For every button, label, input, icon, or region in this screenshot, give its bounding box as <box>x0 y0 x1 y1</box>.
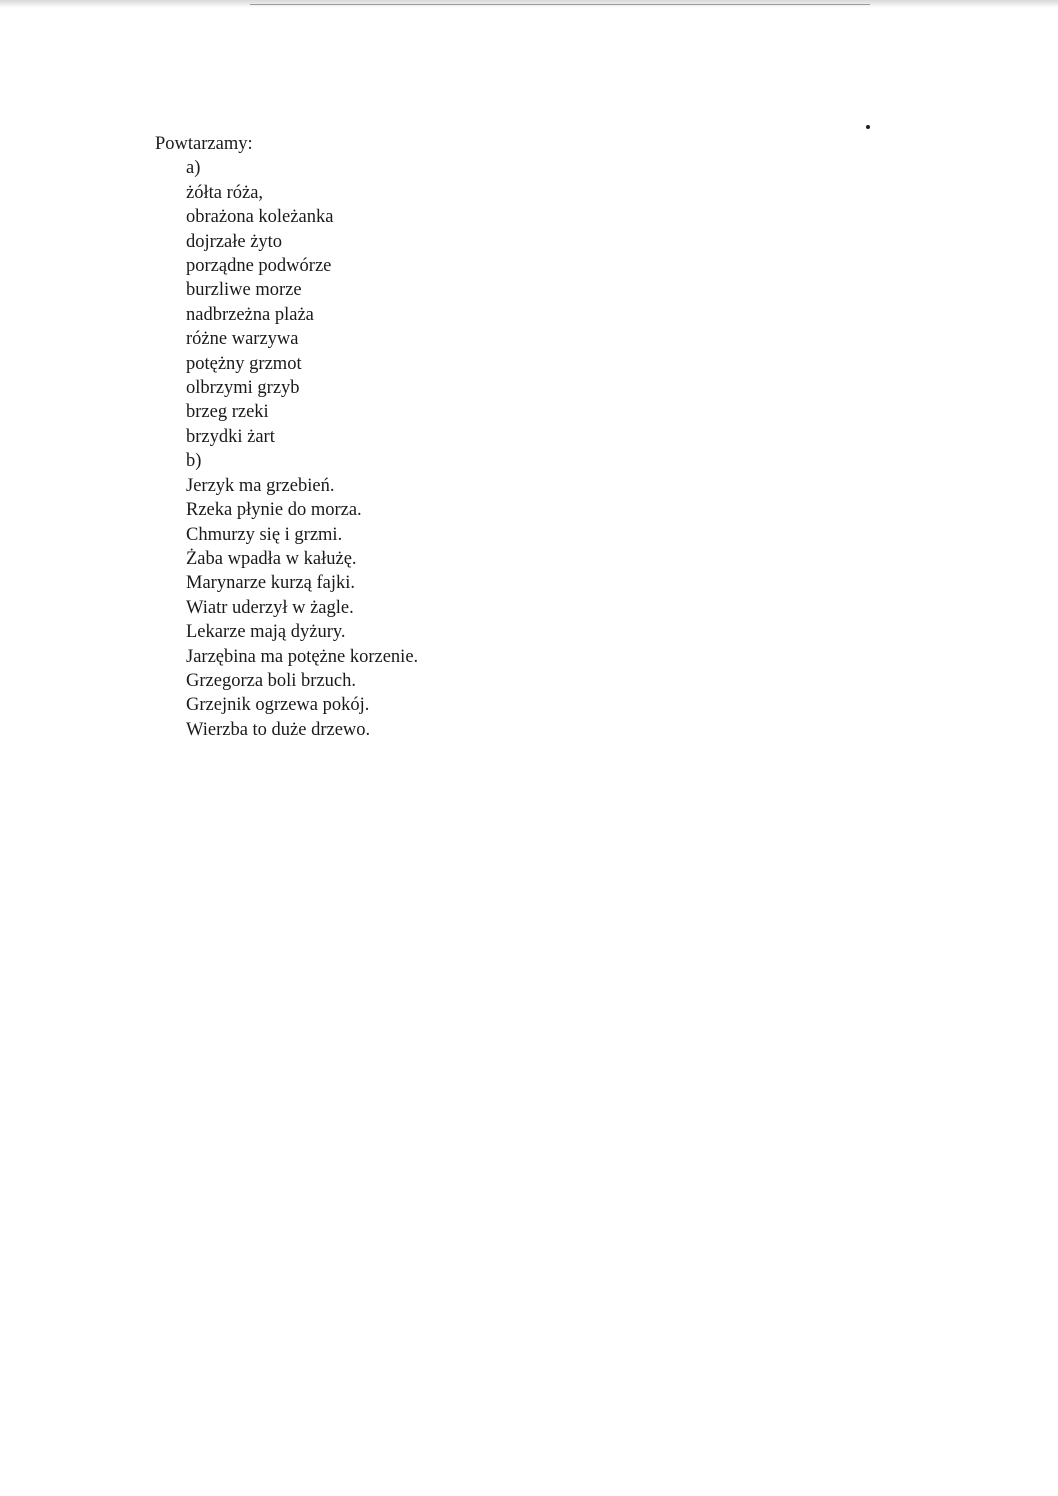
list-item: Grzegorza boli brzuch. <box>186 670 357 691</box>
page-heading: Powtarzamy: <box>155 134 253 154</box>
list-item: Chmurzy się i grzmi. <box>186 524 343 545</box>
list-item: porządne podwórze <box>186 256 332 277</box>
list-item: Jerzyk ma grzebień. <box>186 475 335 496</box>
ink-speck <box>866 125 870 129</box>
list-item: Rzeka płynie do morza. <box>186 500 362 521</box>
exercise-content <box>155 132 418 742</box>
list-item: Lekarze mają dyżury. <box>186 622 346 643</box>
scan-artifact-line <box>250 4 870 5</box>
list-item: nadbrzeżna plaża <box>186 304 314 325</box>
list-item: żółta róża, <box>186 182 264 203</box>
list-item: brzeg rzeki <box>186 402 269 423</box>
section-b <box>186 449 418 742</box>
section-a <box>186 156 418 449</box>
list-item: olbrzymi grzyb <box>186 378 300 399</box>
list-item: różne warzywa <box>186 329 299 350</box>
list-item: Jarzębina ma potężne korzenie. <box>186 646 419 667</box>
list-item: dojrzałe żyto <box>186 231 283 252</box>
list-item: obrażona koleżanka <box>186 207 334 228</box>
section-a-list <box>186 181 418 449</box>
list-item: Wierzba to duże drzewo. <box>186 719 371 740</box>
list-item: burzliwe morze <box>186 280 302 301</box>
list-item: Grzejnik ogrzewa pokój. <box>186 695 370 716</box>
list-item: Żaba wpadła w kałużę. <box>186 548 357 569</box>
section-b-list <box>186 474 418 742</box>
list-item: Wiatr uderzył w żagle. <box>186 597 354 618</box>
section-b-label: b) <box>186 451 202 472</box>
section-a-label: a) <box>186 158 201 179</box>
list-item: potężny grzmot <box>186 353 302 374</box>
list-item: brzydki żart <box>186 426 275 447</box>
list-item: Marynarze kurzą fajki. <box>186 573 355 594</box>
